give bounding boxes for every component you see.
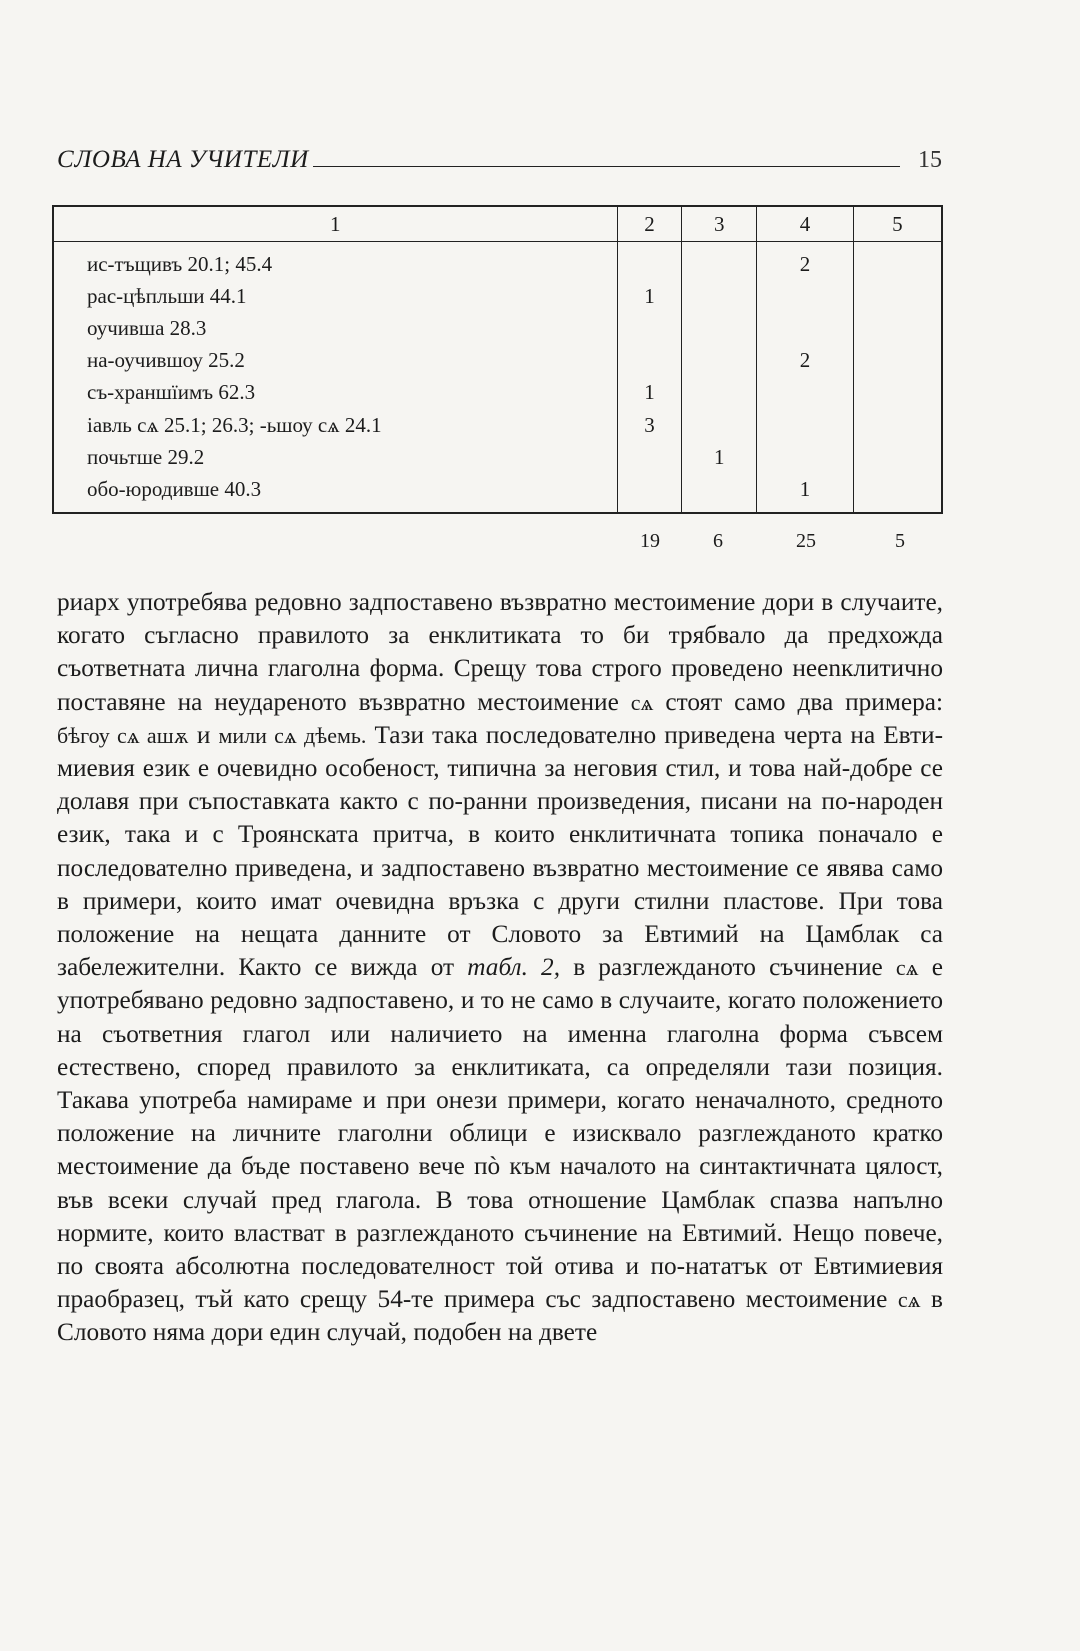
table-row: [53, 345, 942, 377]
text-run: риарх употребява редовно задпоставено възвратно местоимение дори в случаите, когато съгласно правилото за енклитиката то би трябвало да предхожда съответната лична глаголна форма. Срещу това строго проведено нееnклитично поставяне на неударeното възвратно местоимение: [57, 588, 943, 716]
table-cell: [617, 312, 682, 344]
table-cell: [757, 409, 854, 441]
text-run: Тази така последователно приведена черта на Евтимиевия език е очевидно особеност, типична за неговия стил, и това най-добре се долавя при съпоставката както с по-ранни произведения, писани на по-народен език, така и с Троянската притча, в които енклитичната топика поначало е последователно приведена, и задпоставено възвратно местоимение се явява само в примери, които имат очевидна връзка с други стилни пластове. При това положение на нещата данните от Словото за Евтимий на Цамблак са забележителни. Както се вижда от: [57, 720, 943, 982]
table-cell: [757, 441, 854, 473]
frequency-table-block: [52, 205, 943, 552]
table-cell-word: рас-цѣпльши 44.1: [87, 283, 247, 308]
table-cell: [682, 345, 757, 377]
column-header: 4: [757, 206, 854, 242]
table-cell: [853, 345, 942, 377]
column-header: 5: [853, 206, 942, 242]
table-cell-word: оучивша 28.3: [87, 315, 207, 340]
table-cell: [617, 345, 682, 377]
table-cell: [853, 441, 942, 473]
table-cell: [682, 280, 757, 312]
table-cell: [853, 242, 942, 281]
text-run: стоят само два примера:: [665, 687, 943, 716]
table-cell: 1: [617, 377, 682, 409]
table-cell-word: iавль сѧ 25.1; 26.3; -ьшоу сѧ 24.1: [87, 412, 382, 437]
table-row: [53, 473, 942, 512]
page-number: 15: [918, 147, 942, 173]
table-totals-row: [52, 530, 943, 560]
table-cell: [682, 242, 757, 281]
header-rule: [313, 166, 900, 167]
table-reference: табл. 2,: [467, 953, 561, 982]
table-cell: [682, 377, 757, 409]
slavonic-word: сѧ: [895, 955, 919, 981]
table-row: [53, 312, 942, 344]
table-row: [53, 377, 942, 409]
table-cell: 1: [682, 441, 757, 473]
table-cell: [757, 377, 854, 409]
table-row: [53, 242, 942, 281]
table-cell-word: на-оучившоу 25.2: [87, 348, 245, 373]
column-header: 1: [53, 206, 617, 242]
table-row: [53, 409, 942, 441]
table-cell: [853, 280, 942, 312]
table-cell: 1: [617, 280, 682, 312]
table-cell: [853, 409, 942, 441]
total-col-5: 5: [895, 530, 905, 552]
table-cell: [757, 280, 854, 312]
table-cell-word: почьтше 29.2: [87, 444, 205, 469]
table-cell: 1: [757, 473, 854, 512]
table-cell-word: съ-храншїимъ 62.3: [87, 380, 256, 405]
text-run: в разглежданото съчинение: [573, 953, 883, 982]
text-run: е употребявано редовно задпоставено, и то не само в случаите, когато положението на съответния глагол или наличието на именна глаголна форма съвсем естествено, според правилото за енклитиката, са определяли тази позиция. Такава употреба намираме и при онези примери, когато неначалното, средното положение на личните глаголни облици е изисквало разглежданото кратко местоимение да бъде поставено вече пò към началото на синтактичната цялост, във всеки случай пред глагола. В това отношение Цамблак спазва напълно нормите, които властват в разглежданото съчинение на Евтимий. Нещо повече, по своята абсолютна последователност той отива и по-нататък от Евтимиевия праобразец, тъй като срещу 54-те примера със задпоставено местоимение: [57, 953, 944, 1314]
table-cell-word: ис-тъщивъ 20.1; 45.4: [87, 251, 273, 276]
body-paragraph: [57, 586, 943, 1350]
total-col-3: 6: [713, 530, 723, 552]
running-header: [57, 138, 942, 174]
table-cell: 2: [757, 345, 854, 377]
table-cell-word: обо-юродивше 40.3: [87, 476, 262, 501]
slavonic-word: сѧ: [630, 689, 654, 715]
table-cell: [853, 473, 942, 512]
table-cell: 3: [617, 409, 682, 441]
slavonic-example: мили сѧ дѣемь.: [218, 722, 367, 748]
table-cell: [853, 377, 942, 409]
text-run: и: [196, 720, 211, 749]
slavonic-word: сѧ: [897, 1287, 921, 1313]
table-cell: [617, 242, 682, 281]
table-row: [53, 280, 942, 312]
total-col-4: 25: [796, 530, 816, 552]
column-header: 2: [617, 206, 682, 242]
table-cell: [617, 441, 682, 473]
table-header-row: [53, 206, 942, 242]
column-header: 3: [682, 206, 757, 242]
table-cell: [682, 409, 757, 441]
table-cell: [757, 312, 854, 344]
table-cell: [853, 312, 942, 344]
frequency-table: [52, 205, 943, 514]
slavonic-example: бѣгоу сѧ ашѫ: [57, 722, 189, 748]
running-title: СЛОВА НА УЧИТЕЛИ: [57, 146, 309, 173]
table-cell: [617, 473, 682, 512]
table-cell: 2: [757, 242, 854, 281]
total-col-2: 19: [640, 530, 660, 552]
text-run: в Словото няма дори един случай, подобен на двете: [57, 1285, 943, 1347]
table-cell: [682, 312, 757, 344]
table-row: [53, 441, 942, 473]
table-cell: [682, 473, 757, 512]
